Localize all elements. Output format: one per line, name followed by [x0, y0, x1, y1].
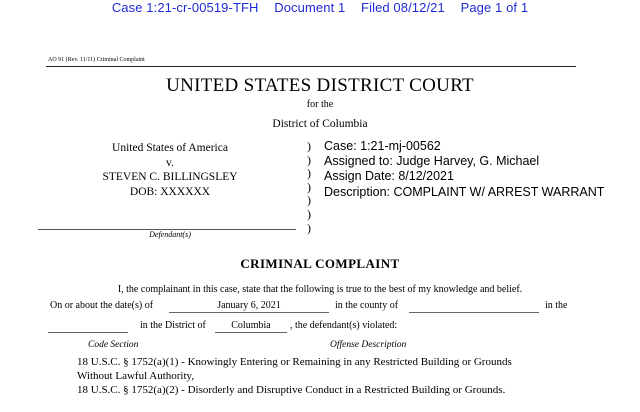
ecf-case-number: Case 1:21-cr-00519-TFH — [111, 0, 259, 15]
case-description: Description: COMPLAINT W/ ARREST WARRANT — [324, 184, 605, 199]
ecf-filing-header — [0, 0, 640, 15]
in-the-label: in the — [545, 300, 568, 311]
paren: ) — [307, 193, 311, 208]
plaintiff-name: United States of America — [112, 142, 228, 154]
paren: ) — [307, 179, 311, 194]
header-rule — [46, 66, 576, 67]
assigned-judge: Assigned to: Judge Harvey, G. Michael — [324, 154, 540, 169]
ecf-filed-date: Filed 08/12/21 — [361, 0, 445, 15]
offense-line: 18 U.S.C. § 1752(a)(2) - Disorderly and Disruptive Conduct in a Restricted Building or Grounds. — [77, 384, 506, 397]
date-of-label: On or about the date(s) of — [50, 300, 154, 311]
district-value: Columbia — [231, 320, 271, 331]
assign-date: Assign Date: 8/12/2021 — [324, 169, 454, 184]
paren: ) — [307, 152, 311, 167]
district-name: District of Columbia — [272, 118, 368, 130]
blank-line — [48, 332, 128, 333]
case-assignment-stamp — [324, 139, 604, 200]
case-caption-parties — [50, 141, 290, 199]
paren: ) — [307, 166, 311, 181]
offense-date-value: January 6, 2021 — [217, 300, 281, 311]
ecf-page-count: Page 1 of 1 — [460, 0, 529, 15]
defendant-name: STEVEN C. BILLINGSLEY — [102, 171, 238, 183]
offense-line: Without Lawful Authority, — [77, 370, 195, 383]
ecf-document-number: Document 1 — [274, 0, 346, 15]
case-number: Case: 1:21-mj-00562 — [324, 139, 441, 153]
defendant-dob: DOB: XXXXXX — [129, 185, 211, 198]
offense-list — [77, 355, 512, 398]
court-title: UNITED STATES DISTRICT COURT — [166, 75, 474, 96]
complainant-statement: I, the complainant in this case, state that the following is true to the best of my knowledge and belief. — [117, 284, 523, 295]
offense-line: 18 U.S.C. § 1752(a)(1) - Knowingly Entering or Remaining in any Restricted Building or Grounds — [77, 356, 512, 368]
versus-label: v. — [166, 156, 174, 169]
complaint-heading: CRIMINAL COMPLAINT — [240, 256, 400, 271]
code-section-header: Code Section — [88, 340, 139, 350]
caption-parentheses — [307, 140, 311, 235]
paren: ) — [307, 220, 311, 235]
form-identifier: AO 91 (Rev. 11/11) Criminal Complaint — [48, 57, 145, 63]
county-line — [409, 312, 539, 313]
paren: ) — [307, 139, 311, 153]
district-of-label: in the District of — [140, 320, 206, 331]
for-the-label: for the — [306, 99, 334, 110]
defendants-label: Defendant(s) — [149, 230, 191, 239]
date-line — [169, 312, 329, 313]
district-line — [215, 332, 287, 333]
county-of-label: in the county of — [335, 300, 399, 311]
violated-label: , the defendant(s) violated: — [290, 320, 398, 331]
offense-description-header: Offense Description — [330, 340, 407, 350]
paren: ) — [307, 206, 311, 221]
